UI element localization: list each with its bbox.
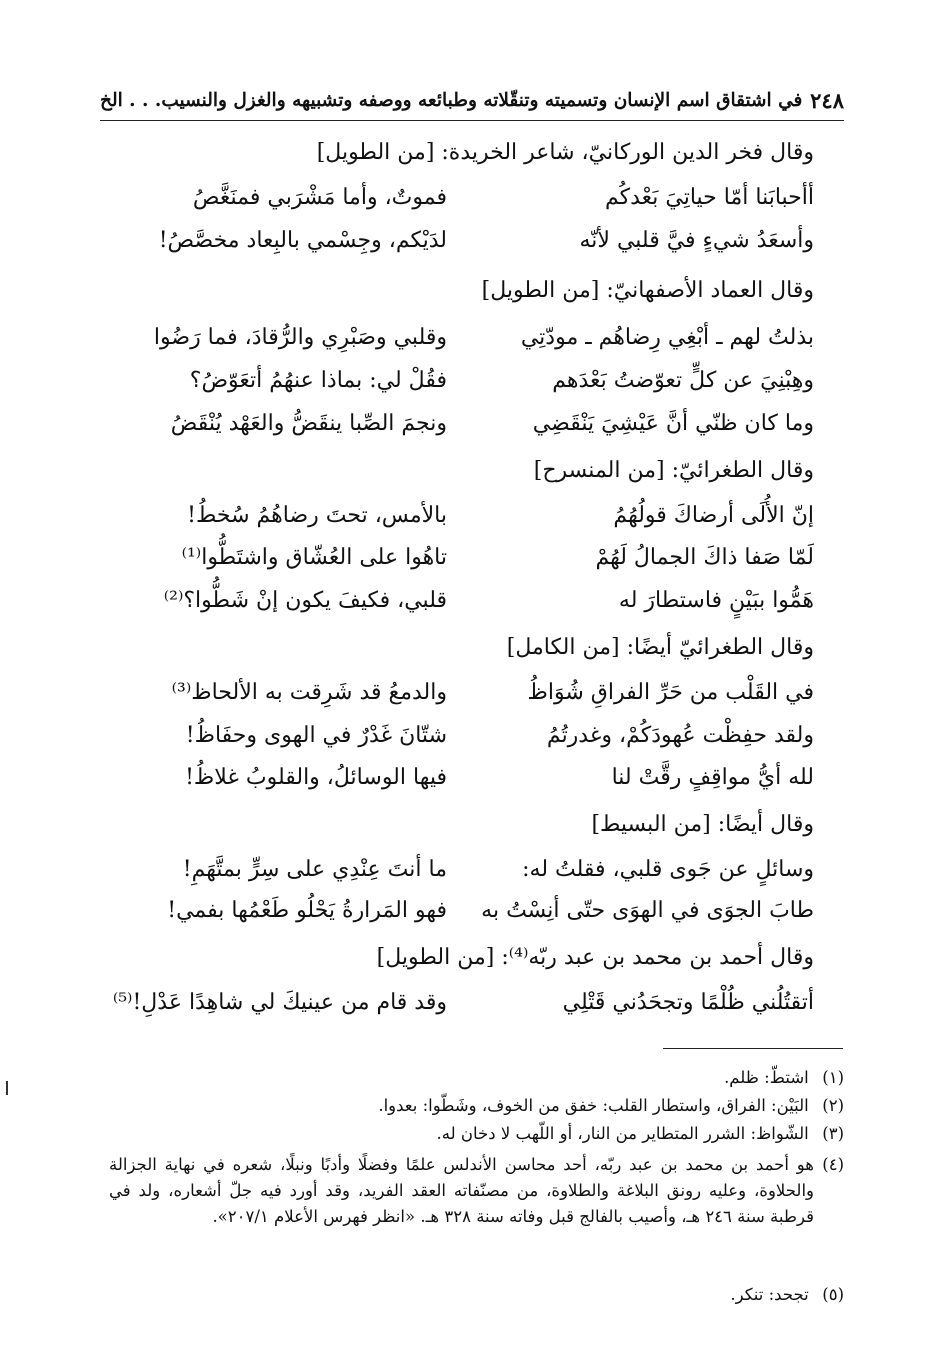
- footnote-text: الشّواظ: الشرر المتطاير من النار، أو اللّهب لا دخان له.: [436, 1124, 809, 1143]
- verse-sadr: في القَلْب من حَرِّ الفراقِ شُوَاظُ: [527, 680, 814, 705]
- footnote: [378, 1096, 844, 1115]
- footnote: [437, 1124, 844, 1143]
- footnote-number: (٢): [822, 1096, 844, 1115]
- verse-ajz: تاهُوا على العُشّاق واشتَطُّوا⁽¹⁾: [181, 545, 447, 570]
- footnote-text: البَيْن: الفراق، واستطار القلب: خفق من الخوف، وشَطّوا: بعدوا.: [378, 1096, 809, 1115]
- footnote-text: تجحد: تنكر.: [730, 1285, 809, 1304]
- verse-ajz: لدَيْكم، وجِسْمي بالبِعاد مخصَّصُ!: [158, 228, 447, 253]
- verse-ajz: شتّانَ غَدْرٌ في الهوى وحفَاظُ!: [185, 723, 447, 748]
- verse-sadr: وهِبْنِيَ عن كلٍّ تعوّضتُ بَعْدَهم: [552, 368, 814, 393]
- footnote-number: (٤): [822, 1155, 844, 1174]
- poem-intro: وقال فخر الدين الوركانيّ، شاعر الخريدة: [من الطويل]: [316, 140, 814, 165]
- verse-ajz: والدمعُ قد شَرِقت به الألحاظ⁽³⁾: [171, 680, 447, 705]
- verse-ajz: وقلبي وصَبْرِي والرُّقادَ، فما رَضُوا: [153, 325, 447, 350]
- verse-ajz: بالأمس، تحتَ رضاهُمُ سُخطُ!: [187, 503, 447, 528]
- verse-sadr: إنّ الأُلَى أرضاكَ قولُهُمُ: [613, 503, 814, 528]
- footnote-text: هو أحمد بن محمد بن عبد ربّه، أحد محاسن الأندلس علمًا وفضلًا وأدبًا ونبلًا، شعره في نهاية الجزالة والحلاوة، وعليه رونق البلاغة والطلاوة، من مصنّفاته العقد الفريد، وقد أورد فيه جلّ أشعاره، ولد في قرطبة سنة ٢٤٦ هـ، وأصيب بالفالج قبل وفاته سنة ٣٢٨ هـ. «انظر فهرس الأعلام ٢٠٧/١».: [109, 1155, 814, 1226]
- footnote-separator: [663, 1048, 843, 1049]
- verse-sadr: طابَ الجوَى في الهوَى حتّى أنِسْتُ به: [481, 898, 814, 923]
- verse-ajz: فيها الوسائلُ، والقلوبُ غلاظُ!: [185, 765, 447, 790]
- poem-intro: وقال أحمد بن محمد بن عبد ربّه⁽⁴⁾: [من الطويل]: [376, 945, 814, 970]
- poem-intro: وقال أيضًا: [من البسيط]: [591, 812, 814, 837]
- footnote-text: اشتطّ: ظلم.: [724, 1068, 809, 1087]
- verse-ajz: قلبي، فكيفَ يكون إنْ شَطُّوا؟⁽²⁾: [163, 588, 447, 613]
- running-title: في اشتقاق اسم الإنسان وتسميته وتنقّلاته وطبائعه ووصفه وتشبيهه والغزل والنسيب. . . الخ: [100, 89, 803, 111]
- verse-sadr: أأحبابَنا أمّا حياتِيَ بَعْدكُم: [604, 185, 814, 210]
- footnote: [109, 1152, 844, 1230]
- verse-sadr: أتقتُلُني ظُلْمًا وتجحَدُني قَتْلِي: [562, 990, 814, 1015]
- verse-sadr: وسائلٍ عن جَوى قلبي، فقلتُ له:: [522, 857, 814, 882]
- verse-ajz: فقُلْ لي: بماذا عنهُمُ أتعَوّضُ؟: [189, 368, 447, 393]
- verse-sadr: لَمّا صَفا ذاكَ الجمالُ لَهُمْ: [595, 545, 814, 570]
- footnote-number: (٣): [822, 1124, 844, 1143]
- running-header: [100, 80, 844, 121]
- margin-mark: [6, 1081, 8, 1095]
- verse-sadr: بذلتُ لهم ـ أبْغِي رِضاهُم ـ مودّتِي: [520, 325, 814, 350]
- footnote: [730, 1285, 844, 1304]
- poem-intro: وقال العماد الأصفهانيّ: [من الطويل]: [481, 278, 814, 303]
- verse-sadr: ولقد حفِظْت عُهودَكُمْ، وغدرتُمُ: [546, 723, 814, 748]
- verse-sadr: لله أيُّ مواقِفٍ رقَّتْ لنا: [611, 765, 814, 790]
- verse-ajz: وقد قام من عينيكَ لي شاهِدًا عَدْلِ!⁽⁵⁾: [112, 990, 447, 1015]
- poem-intro: وقال الطغرائيّ: [من المنسرح]: [533, 458, 814, 483]
- verse-ajz: فهو المَرارةُ يَحْلُو طَعْمُها بفمي!: [167, 898, 447, 923]
- verse-ajz: فموتٌ، وأما مَشْرَبي فمنَغَّصُ: [192, 185, 447, 210]
- footnote-number: (٥): [822, 1285, 844, 1304]
- footnote-number: (١): [822, 1068, 844, 1087]
- verse-sadr: وأسعَدُ شيءٍ فيَّ قلبي لأنّه: [579, 228, 814, 253]
- verse-ajz: ونجمَ الصِّبا ينقَضُّ والعَهْد يُنْقَضُ: [170, 411, 447, 436]
- verse-sadr: هَمُّوا ببَيْنٍ فاستطارَ له: [618, 588, 814, 613]
- verse-ajz: ما أنتَ عِنْدِي على سِرٍّ بمتَّهَمِ!: [182, 857, 447, 882]
- page-number: ٢٤٨: [810, 87, 844, 113]
- verse-sadr: وما كان ظنّي أنَّ عَيْشِيَ يَنْقَضِي: [532, 411, 814, 436]
- footnote: [724, 1068, 844, 1087]
- poem-intro: وقال الطغرائيّ أيضًا: [من الكامل]: [506, 635, 814, 660]
